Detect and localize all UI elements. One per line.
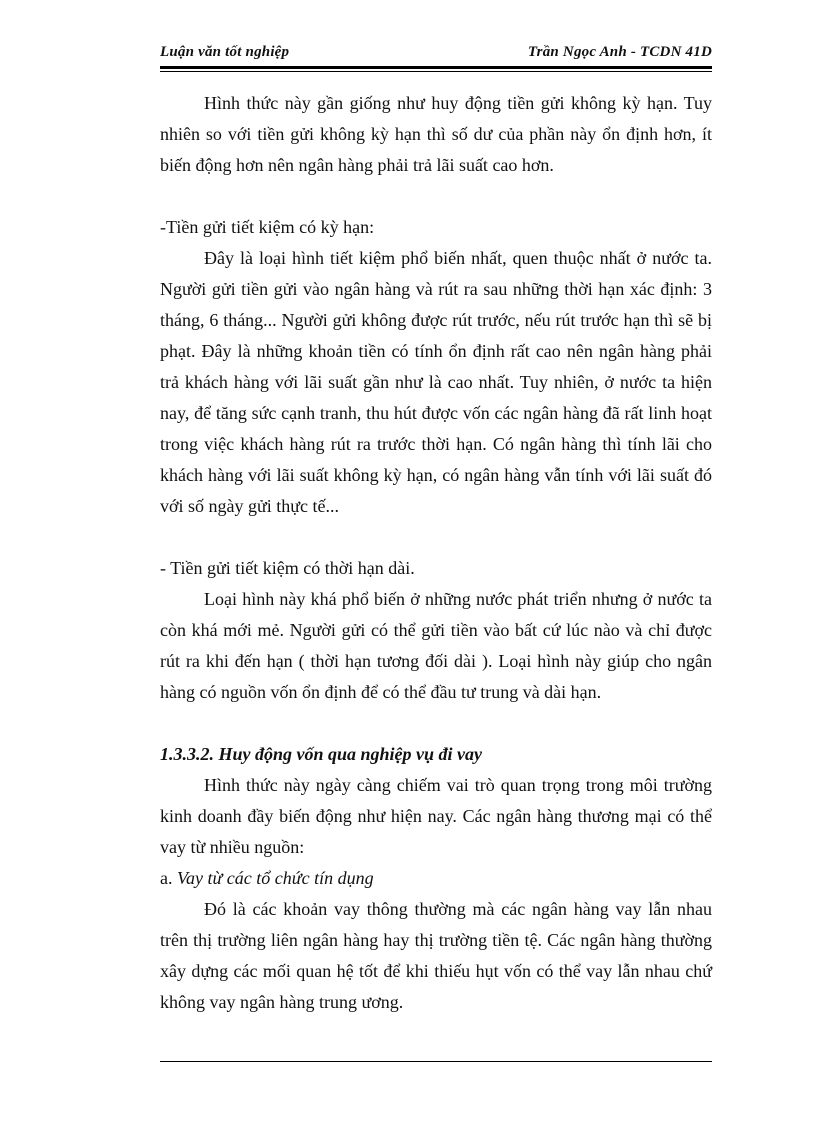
section-heading: 1.3.3.2. Huy động vốn qua nghiệp vụ đi vay bbox=[160, 744, 483, 764]
header-thesis-title: Luận văn tốt nghiệp bbox=[160, 44, 290, 60]
footer-rule bbox=[160, 1061, 712, 1062]
paragraph-5: Đó là các khoản vay thông thường mà các ngân hàng vay lẫn nhau trên thị trường liên ngân hàng hay thị trường tiền tệ. Các ngân hàng thường xây dựng các mối quan hệ tốt để khi thiếu hụt vốn có thể vay lẫn nhau chứ không vay ngân hàng trung ương. bbox=[160, 899, 712, 1012]
paragraph-2: Đây là loại hình tiết kiệm phổ biến nhất, quen thuộc nhất ở nước ta. Người gửi tiền gửi vào ngân hàng và rút ra sau những thời hạn xác định: 3 tháng, 6 tháng... Người gửi không được rút trước, nếu rút trước hạn thì sẽ bị phạt. Đây là những khoản tiền có tính ổn định rất cao nên ngân hàng phải trả khách hàng với lãi suất gần như là cao nhất. Tuy nhiên, ở nước ta hiện nay, để tăng sức cạnh tranh, thu hút được vốn các ngân hàng đã rất linh hoạt trong việc khách hàng rút ra trước thời hạn. Có ngân hàng thì tính lãi cho khách hàng với lãi suất không kỳ hạn, có ngân hàng vẫn tính với lãi suất đó với số ngày gửi thực tế... bbox=[160, 248, 712, 516]
paragraph-4: Hình thức này ngày càng chiếm vai trò quan trọng trong môi trường kinh doanh đầy biến động như hiện nay. Các ngân hàng thương mại có thể vay từ nhiều nguồn: bbox=[160, 775, 712, 857]
paragraph-3: Loại hình này khá phổ biến ở những nước phát triển nhưng ở nước ta còn khá mới mẻ. Người gửi có thể gửi tiền vào bất cứ lúc nào và chỉ được rút ra khi đến hạn ( thời hạn tương đối dài ). Loại hình này giúp cho ngân hàng có nguồn vốn ổn định để có thể đầu tư trung và dài hạn. bbox=[160, 589, 712, 702]
subheading-text: Vay từ các tổ chức tín dụng bbox=[177, 868, 374, 888]
header-author: Trần Ngọc Anh - TCDN 41D bbox=[527, 44, 712, 60]
header-rule-thick bbox=[160, 66, 712, 69]
subheading-term-savings: -Tiền gửi tiết kiệm có kỳ hạn: bbox=[160, 217, 375, 237]
header-rule-thin bbox=[160, 71, 712, 72]
page-body bbox=[160, 88, 712, 1018]
subheading-credit-institutions bbox=[160, 863, 712, 894]
subheading-prefix: a. bbox=[160, 868, 177, 888]
paragraph-1: Hình thức này gần giống như huy động tiền gửi không kỳ hạn. Tuy nhiên so với tiền gửi không kỳ hạn thì số dư của phần này ổn định hơn, ít biến động hơn nên ngân hàng phải trả lãi suất cao hơn. bbox=[160, 93, 712, 175]
subheading-long-term-savings: - Tiền gửi tiết kiệm có thời hạn dài. bbox=[160, 558, 415, 578]
